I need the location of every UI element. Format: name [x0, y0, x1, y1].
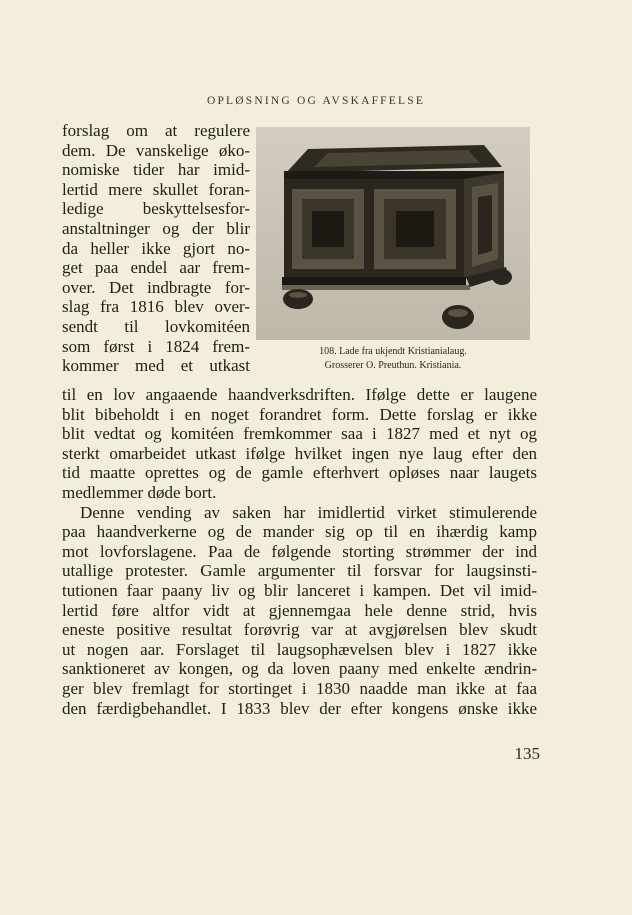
text-line: Denne vending av saken har imidlertid virket stimulerende: [80, 502, 537, 522]
text-line: til en lov angaaende haandverksdriften. Ifølge dette er laugene: [62, 385, 537, 404]
text-line: get paa endel aar frem-: [62, 258, 250, 278]
text-line: sendt til lovkomitéen: [62, 316, 250, 336]
text-line: lertid mere skullet foran-: [62, 179, 250, 199]
text-line: tutionen faar paany liv og blir lanceret i kampen. Det vil imid-: [62, 580, 537, 600]
text-line: lertid føre altfor vidt at gjennemgaa hele denne strid, hvis: [62, 600, 537, 620]
page-number: 135: [514, 744, 540, 763]
text-line: sanktioneret av kongen, og da loven paany med enkelte ændrin-: [62, 659, 537, 679]
text-line: som først i 1824 frem-: [62, 336, 250, 356]
text-line: forslag om at regulere: [62, 121, 250, 140]
text-line: da heller ikke gjort no-: [62, 238, 250, 258]
chest-illustration: [256, 127, 530, 340]
text-line: over. Det indbragte for-: [62, 277, 250, 297]
text-line: paa haandverkerne og de mander sig op til en ihærdig kamp: [62, 522, 537, 542]
running-head: OPLØSNING OG AVSKAFFELSE: [206, 95, 426, 107]
text-line: blit bibeholdt i en noget forandret form. Dette forslag er ikke: [62, 404, 537, 424]
caption-line: Grosserer O. Preuthun. Kristiania.: [324, 360, 462, 371]
text-line: ut nogen aar. Forslaget til laugsophævelsen blev i 1827 ikke: [62, 639, 537, 659]
text-line: slag fra 1816 blev over-: [62, 297, 250, 317]
text-line: den færdigbehandlet. I 1833 blev der efter kongens ønske ikke: [62, 698, 537, 718]
text-line: dem. De vanskelige øko-: [62, 140, 250, 160]
text-line: kommer med et utkast: [62, 356, 250, 376]
text-line: medlemmer døde bort.: [62, 482, 217, 502]
text-line: nomiske tider har imid-: [62, 160, 250, 180]
body-text: [62, 385, 537, 718]
text-line: eneste positive resultat forøvrig var at avgjørelsen blev skudt: [62, 620, 537, 640]
text-line: anstaltninger og der blir: [62, 218, 250, 238]
text-line: ger blev fremlagt for stortinget i 1830 naadde man ikke at faa: [62, 678, 537, 698]
caption-line: 108. Lade fra ukjendt Kristianialaug.: [319, 346, 467, 357]
chest-photograph: [256, 127, 530, 340]
text-line: sterkt omarbeidet utkast ifølge hvilket ingen nye laug efter den: [62, 443, 537, 463]
text-line: blit vedtat og komitéen fremkommer saa i 1827 med et nyt og: [62, 424, 537, 444]
text-line: tid maatte oprettes og de gamle efterhvert opløses naar laugets: [62, 463, 537, 483]
text-line: ledige beskyttelsesfor-: [62, 199, 250, 219]
text-line: mot lovforslagene. Paa de følgende storting strømmer der ind: [62, 541, 537, 561]
text-line: utallige protester. Gamle argumenter til forsvar for laugsinsti-: [62, 561, 537, 581]
figure-caption: [256, 345, 530, 373]
narrow-column: [62, 121, 250, 376]
